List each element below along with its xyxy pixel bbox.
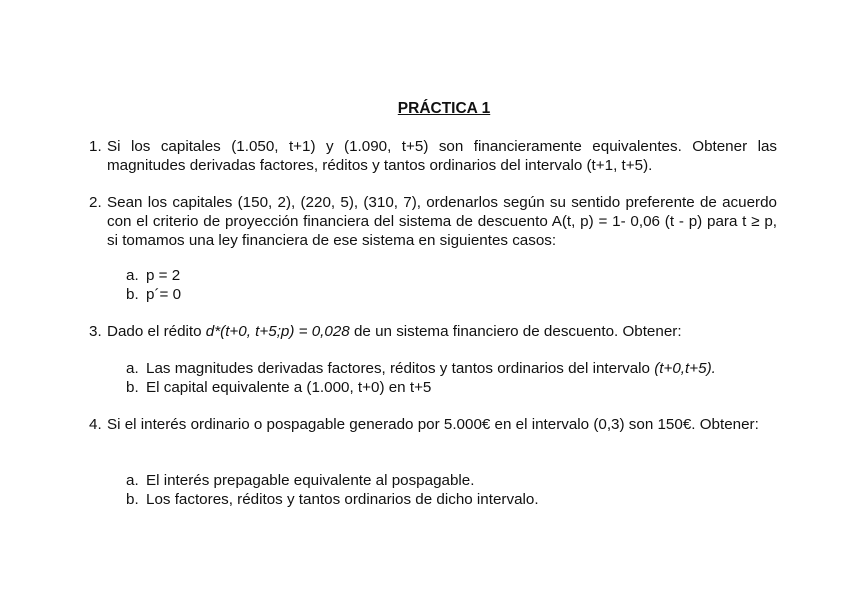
list-letter: a.	[126, 472, 139, 489]
list-letter: b.	[126, 379, 139, 396]
question-text: Si el interés ordinario o pospagable generado por 5.000€ en el intervalo (0,3) son 150€. Obtener:	[107, 416, 759, 433]
question-text: Si los capitales (1.050, t+1) y (1.090, t+5) son financieramente equivalentes. Obtener las magnitudes derivadas factores, réditos y tantos ordinarios del intervalo (t+1, t+5).	[107, 138, 777, 174]
list-item	[126, 359, 776, 378]
list-item	[126, 378, 776, 397]
formula-text: d*(t+0, t+5;p) = 0,028	[205, 323, 350, 340]
question-2-subitems	[126, 266, 776, 304]
question-3	[89, 322, 777, 341]
question-number: 3.	[89, 323, 102, 340]
question-number: 4.	[89, 416, 102, 433]
page-title: PRÁCTICA 1	[397, 100, 491, 117]
list-letter: b.	[126, 491, 139, 508]
list-item-text: El capital equivalente a (1.000, t+0) en t+5	[146, 379, 432, 396]
list-item	[126, 266, 776, 285]
question-4	[89, 415, 777, 434]
list-item	[126, 471, 776, 490]
question-number: 2.	[89, 194, 102, 211]
list-item-text: p´= 0	[146, 286, 182, 303]
list-item	[126, 490, 776, 509]
question-2	[89, 193, 777, 250]
list-item-text: El interés prepagable equivalente al pospagable.	[146, 472, 475, 489]
list-letter: a.	[126, 360, 139, 377]
interval-text: (t+0,t+5).	[654, 360, 716, 377]
question-text-part: Dado el rédito	[107, 323, 206, 340]
question-text-part: de un sistema financiero de descuento. Obtener:	[349, 323, 682, 340]
question-text: Sean los capitales (150, 2), (220, 5), (310, 7), ordenarlos según su sentido preferente de acuerdo con el criterio de proyección financiera del sistema de descuento A(t, p) = 1- 0,06 (t - p) para t ≥ p, si tomamos una ley financiera de ese sistema en siguientes casos:	[107, 194, 777, 249]
list-item-text: Los factores, réditos y tantos ordinarios de dicho intervalo.	[146, 491, 539, 508]
list-item	[126, 285, 776, 304]
question-number: 1.	[89, 138, 102, 155]
question-text	[107, 322, 777, 341]
question-3-subitems	[126, 359, 776, 397]
list-letter: b.	[126, 286, 139, 303]
list-item-text: Las magnitudes derivadas factores, réditos y tantos ordinarios del intervalo	[146, 360, 655, 377]
list-item-text: p = 2	[146, 267, 181, 284]
question-1	[89, 137, 777, 175]
question-4-subitems	[126, 471, 776, 509]
list-letter: a.	[126, 267, 139, 284]
